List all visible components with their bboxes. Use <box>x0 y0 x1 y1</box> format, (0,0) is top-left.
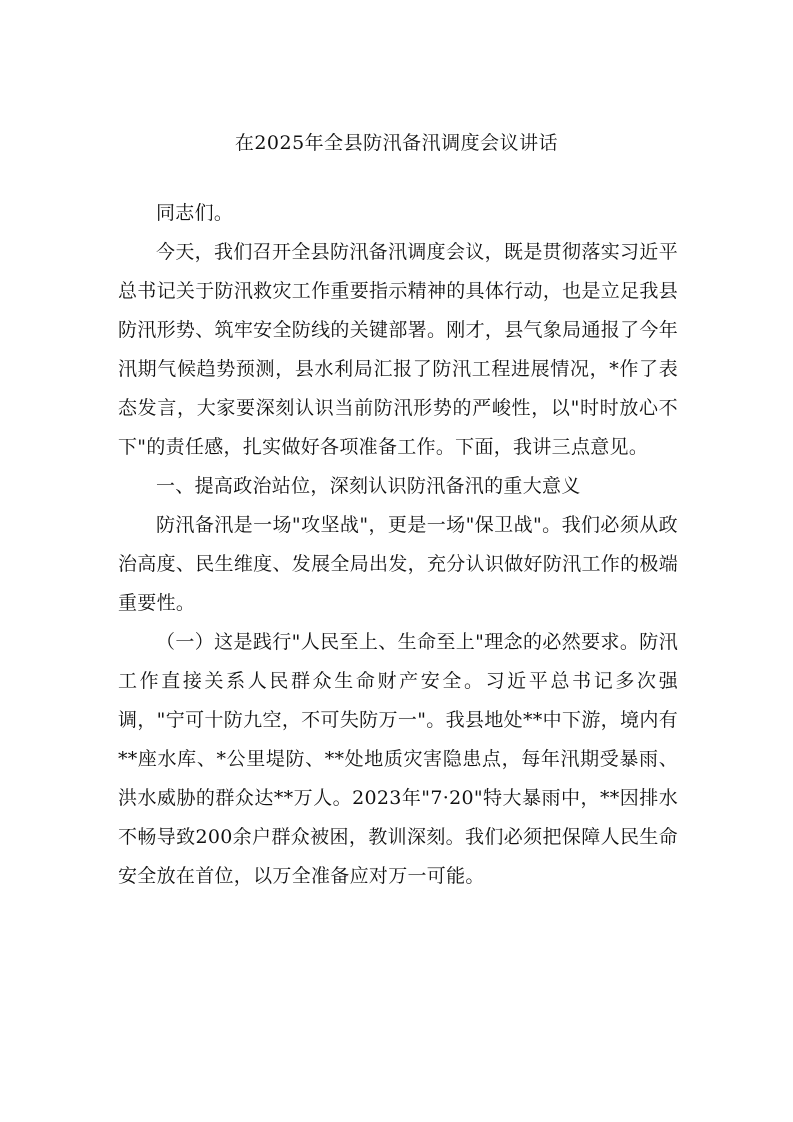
subsection-1-paragraph: （一）这是践行"人民至上、生命至上"理念的必然要求。防汛工作直接关系人民群众生命财产安全。习近平总书记多次强调，"宁可十防九空，不可失防万一"。我县地处**中下游，境内有**座水库、*公里堤防、**处地质灾害隐患点，每年汛期受暴雨、洪水威胁的群众达**万人。2023年"7·20"特大暴雨中，**因排水不畅导致200余户群众被困，教训深刻。我们必须把保障人民生命安全放在首位，以万全准备应对万一可能。 <box>118 631 678 887</box>
greeting-paragraph: 同志们。 <box>156 202 234 224</box>
document-body <box>118 194 678 896</box>
section-heading-1: 一、提高政治站位，深刻认识防汛备汛的重大意义 <box>156 475 581 497</box>
section-1-paragraph: 防汛备汛是一场"攻坚战"，更是一场"保卫战"。我们必须从政治高度、民生维度、发展全局出发，充分认识做好防汛工作的极端重要性。 <box>118 514 678 614</box>
document-title: 在2025年全县防汛备汛调度会议讲话 <box>234 132 559 154</box>
intro-paragraph: 今天，我们召开全县防汛备汛调度会议，既是贯彻落实习近平总书记关于防汛救灾工作重要指示精神的具体行动，也是立足我县防汛形势、筑牢安全防线的关键部署。刚才，县气象局通报了今年汛期气候趋势预测，县水利局汇报了防汛工程进展情况，*作了表态发言，大家要深刻认识当前防汛形势的严峻性，以"时时放心不下"的责任感，扎实做好各项准备工作。下面，我讲三点意见。 <box>118 241 678 458</box>
